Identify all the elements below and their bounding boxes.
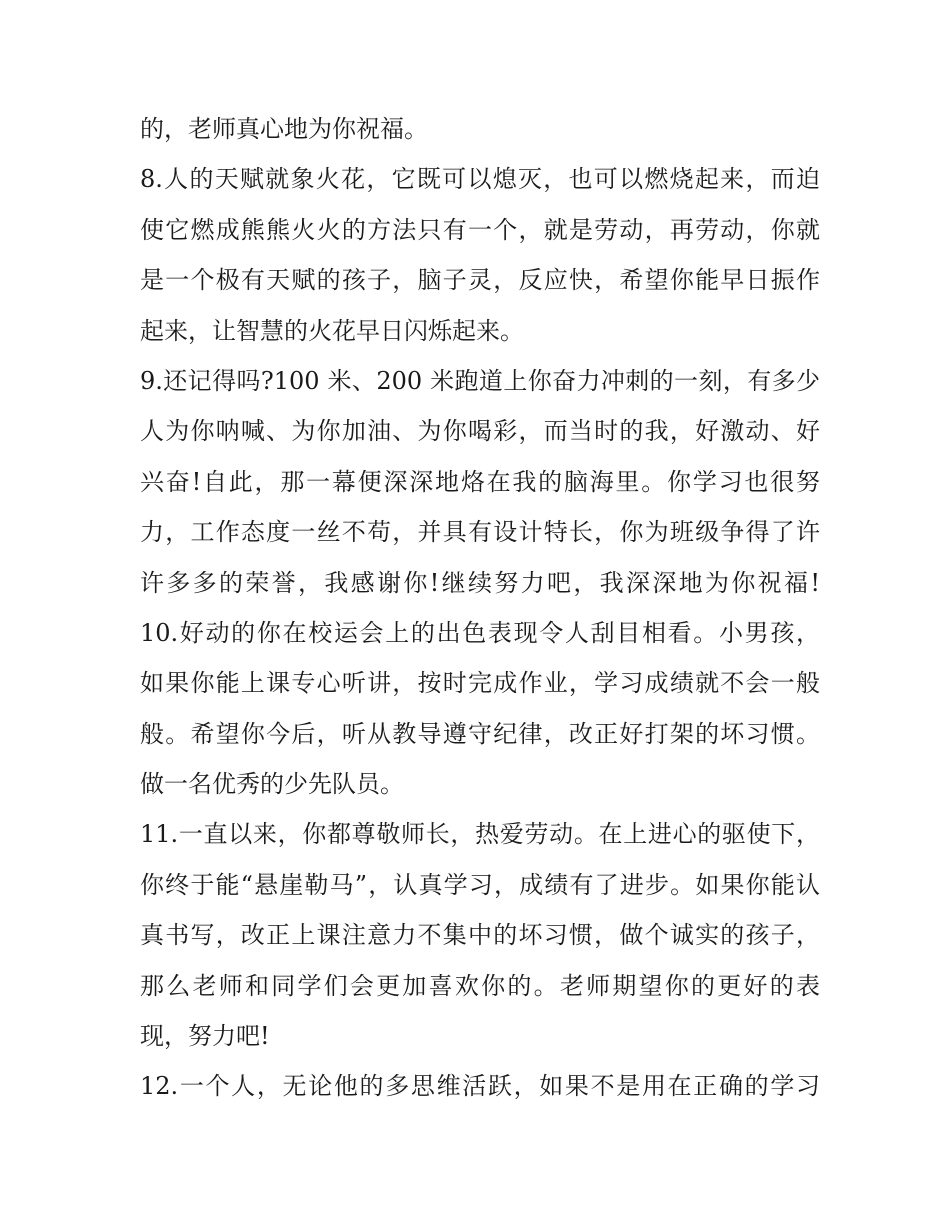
- text-line: 人为你呐喊、为你加油、为你喝彩，而当时的我，好激动、好: [140, 417, 820, 446]
- text-line: 你终于能“悬崖勒马”，认真学习，成绩有了进步。如果你能认: [140, 870, 820, 899]
- text-line: 9.还记得吗?100 米、200 米跑道上你奋力冲刺的一刻，有多少: [140, 366, 820, 395]
- text-line: 使它燃成熊熊火火的方法只有一个，就是劳动，再劳动，你就: [140, 215, 820, 244]
- body-text: [140, 104, 820, 1112]
- text-line: 做一名优秀的少先队员。: [140, 770, 404, 799]
- text-line: 力，工作态度一丝不苟，并具有设计特长，你为班级争得了许: [140, 518, 820, 547]
- text-line: 是一个极有天赋的孩子，脑子灵，反应快，希望你能早日振作: [140, 266, 820, 295]
- text-line: 许多多的荣誉，我感谢你!继续努力吧，我深深地为你祝福!: [140, 568, 820, 597]
- text-line: 如果你能上课专心听讲，按时完成作业，学习成绩就不会一般: [140, 669, 820, 698]
- text-line: 11.一直以来，你都尊敬师长，热爱劳动。在上进心的驱使下，: [140, 820, 820, 849]
- text-line: 10.好动的你在校运会上的出色表现令人刮目相看。小男孩，: [140, 618, 820, 647]
- text-line: 的，老师真心地为你祝福。: [140, 115, 428, 143]
- text-line: 起来，让智慧的火花早日闪烁起来。: [140, 316, 524, 345]
- text-line: 那么老师和同学们会更加喜欢你的。老师期望你的更好的表: [140, 971, 820, 1000]
- text-line: 现，努力吧!: [140, 1022, 270, 1051]
- text-line: 真书写，改正上课注意力不集中的坏习惯，做个诚实的孩子，: [140, 921, 820, 950]
- text-line: 12.一个人，无论他的多思维活跃，如果不是用在正确的学习: [140, 1072, 820, 1101]
- text-line: 8.人的天赋就象火花，它既可以熄灭，也可以燃烧起来，而迫: [140, 165, 820, 194]
- text-line: 兴奋!自此，那一幕便深深地烙在我的脑海里。你学习也很努: [140, 467, 820, 496]
- text-line: 般。希望你今后，听从教导遵守纪律，改正好打架的坏习惯。: [140, 719, 820, 748]
